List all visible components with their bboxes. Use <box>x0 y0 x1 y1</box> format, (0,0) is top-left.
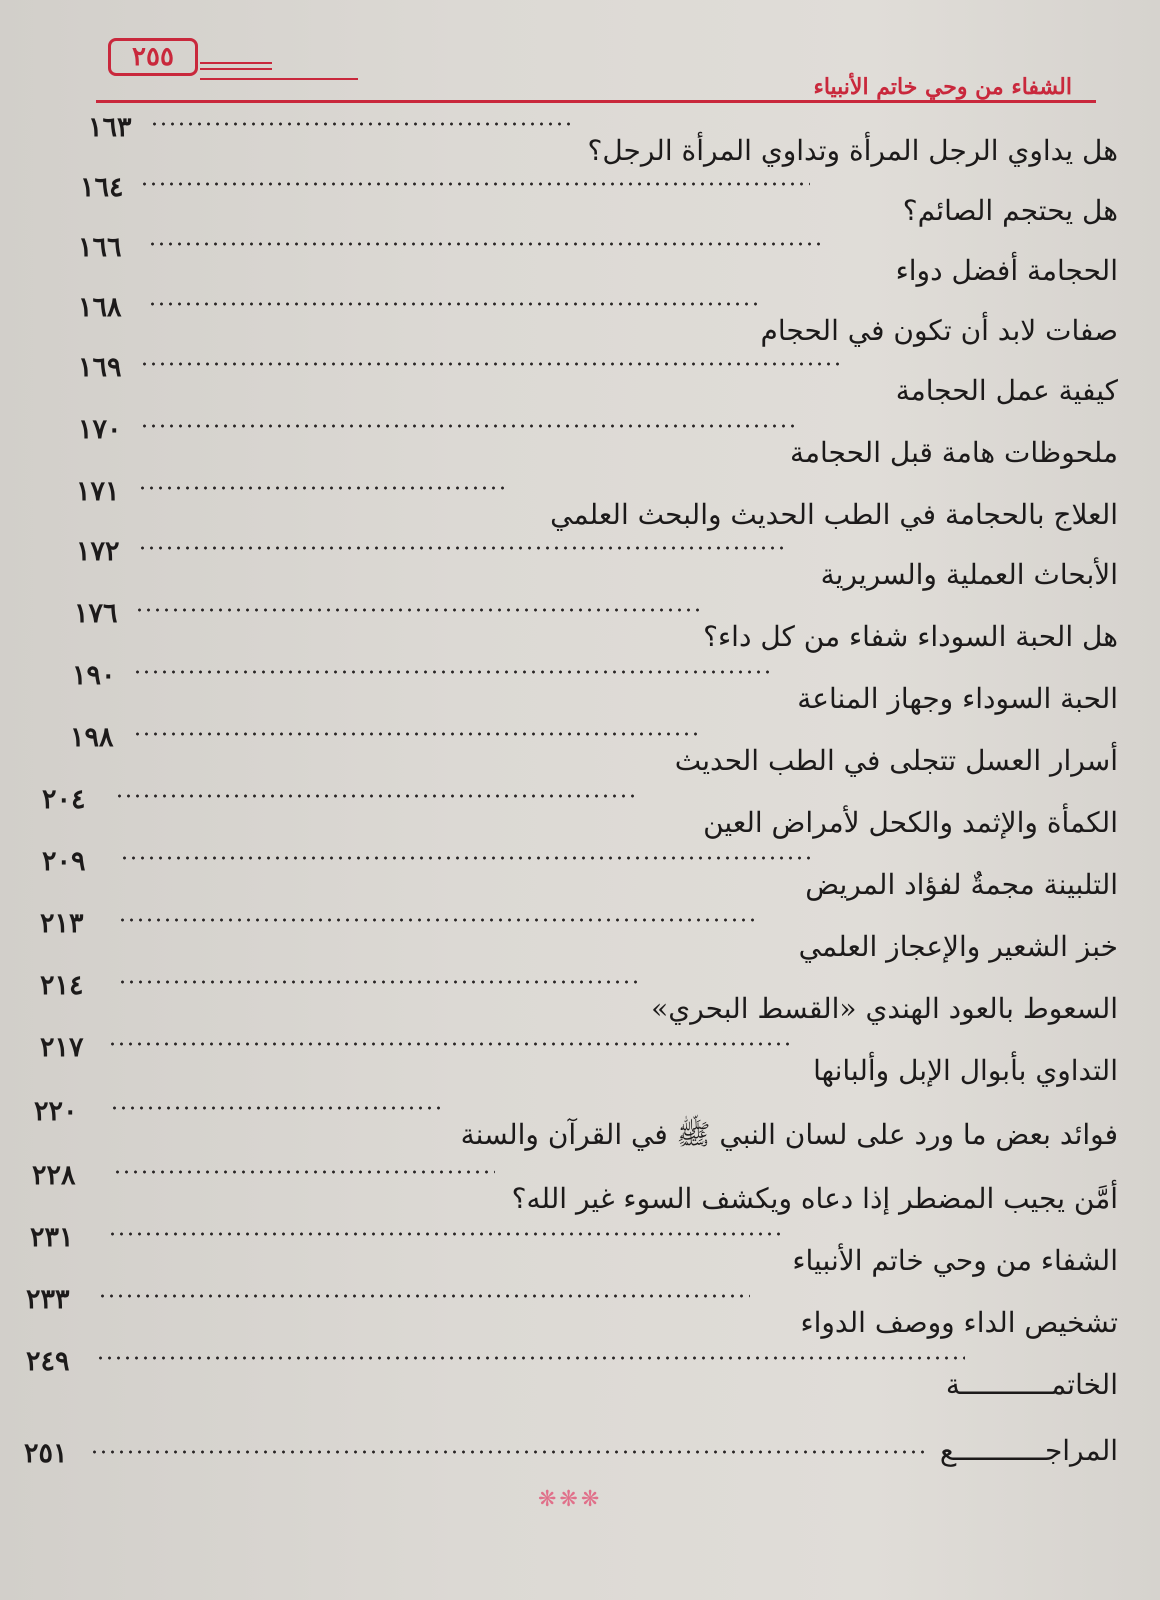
toc-dot-leader <box>90 1450 930 1454</box>
toc-entry <box>0 1222 1160 1288</box>
toc-dot-leader <box>138 546 785 550</box>
toc-entry <box>0 352 1160 418</box>
toc-entry <box>0 1096 1160 1162</box>
toc-title: تشخيص الداء ووصف الدواء <box>800 1306 1118 1339</box>
toc-dot-leader <box>96 1356 965 1360</box>
toc-page-number: ١٦٦ <box>78 232 122 263</box>
toc-title: السعوط بالعود الهندي «القسط البحري» <box>651 992 1118 1025</box>
toc-entry <box>0 598 1160 664</box>
toc-page-number: ٢١٧ <box>40 1032 84 1063</box>
toc-dot-leader <box>150 122 575 126</box>
toc-entry <box>0 292 1160 358</box>
toc-page-number: ١٧٦ <box>74 598 118 629</box>
running-title: الشفاء من وحي خاتم الأنبياء <box>813 74 1072 100</box>
toc-title: الحجامة أفضل دواء <box>895 254 1118 287</box>
toc-entry <box>0 1284 1160 1350</box>
toc-page-number: ٢٣١ <box>30 1222 74 1253</box>
toc-dot-leader <box>113 1170 495 1174</box>
toc-entry <box>0 970 1160 1036</box>
toc-dot-leader <box>108 1042 795 1046</box>
toc-title: أمَّن يجيب المضطر إذا دعاه ويكشف السوء غير الله؟ <box>511 1182 1118 1215</box>
toc-title: فوائد بعض ما ورد على لسان النبي ﷺ في القرآن والسنة <box>460 1118 1118 1151</box>
toc-entry <box>0 722 1160 788</box>
toc-dot-leader <box>118 980 640 984</box>
toc-page-number: ١٦٨ <box>78 292 122 323</box>
toc-page-number: ٢٠٤ <box>42 784 86 815</box>
toc-title: أسرار العسل تتجلى في الطب الحديث <box>674 744 1118 777</box>
toc-dot-leader <box>148 302 760 306</box>
toc-dot-leader <box>108 1232 780 1236</box>
toc-entry <box>0 536 1160 602</box>
toc-page-number: ١٩٨ <box>70 722 114 753</box>
toc-title: صفات لابد أن تكون في الحجام <box>760 314 1118 347</box>
toc-page-number: ١٧٠ <box>78 414 122 445</box>
ornament-stars: ❋❋❋ <box>538 1487 603 1512</box>
toc-title: ملحوظات هامة قبل الحجامة <box>789 436 1118 469</box>
toc-title: الأبحاث العملية والسريرية <box>820 558 1118 591</box>
toc-page-number: ٢٤٩ <box>26 1346 70 1377</box>
toc-page-number: ٢١٣ <box>40 908 84 939</box>
toc-entry <box>0 1346 1160 1412</box>
toc-page-number: ١٧١ <box>76 476 120 507</box>
toc-title: العلاج بالحجامة في الطب الحديث والبحث العلمي <box>550 498 1118 531</box>
toc-title: الخاتمـــــــــــة <box>945 1368 1118 1401</box>
toc-dot-leader <box>140 182 810 186</box>
toc-entry <box>0 232 1160 298</box>
toc-title: المراجـــــــــــع <box>939 1434 1118 1467</box>
toc-dot-leader <box>115 794 640 798</box>
toc-title: الشفاء من وحي خاتم الأنبياء <box>792 1244 1118 1277</box>
toc-dot-leader <box>118 918 760 922</box>
toc-page-number: ١٦٤ <box>80 172 124 203</box>
toc-dot-leader <box>148 242 825 246</box>
toc-entry <box>0 414 1160 480</box>
toc-entry <box>0 784 1160 850</box>
toc-page-number: ١٩٠ <box>72 660 116 691</box>
toc-entry <box>0 1160 1160 1226</box>
toc-dot-leader <box>138 486 505 490</box>
toc-entry <box>0 1032 1160 1098</box>
toc-page-number: ٢٣٣ <box>26 1284 70 1315</box>
toc-title: كيفية عمل الحجامة <box>895 374 1118 407</box>
toc-page-number: ٢٢٨ <box>32 1160 76 1191</box>
toc-entry <box>0 1412 1160 1478</box>
toc-title: هل يداوي الرجل المرأة وتداوي المرأة الرجل؟ <box>587 134 1118 167</box>
toc-dot-leader <box>135 608 700 612</box>
toc-dot-leader <box>133 670 770 674</box>
toc-title: التداوي بأبوال الإبل وألبانها <box>813 1054 1118 1087</box>
toc-entry <box>0 112 1160 178</box>
toc-page-number: ٢١٤ <box>40 970 84 1001</box>
toc-entry <box>0 476 1160 542</box>
toc-dot-leader <box>140 362 840 366</box>
toc-title: هل يحتجم الصائم؟ <box>902 194 1118 227</box>
toc-title: خبز الشعير والإعجاز العلمي <box>798 930 1118 963</box>
toc-entry <box>0 172 1160 238</box>
toc-entry <box>0 846 1160 912</box>
toc-page-number: ٢٥١ <box>24 1438 68 1469</box>
toc-dot-leader <box>98 1294 750 1298</box>
toc-page-number: ٢٠٩ <box>42 846 86 877</box>
toc-page-number: ١٦٣ <box>88 112 132 143</box>
toc-title: الحبة السوداء وجهاز المناعة <box>797 682 1118 715</box>
toc-dot-leader <box>140 424 795 428</box>
toc-title: هل الحبة السوداء شفاء من كل داء؟ <box>703 620 1118 653</box>
toc-title: التلبينة مجمةٌ لفؤاد المريض <box>805 868 1118 901</box>
toc-dot-leader <box>120 856 815 860</box>
toc-page-number: ١٦٩ <box>78 352 122 383</box>
page-number: ٢٥٥ <box>132 42 174 72</box>
toc-title: الكمأة والإثمد والكحل لأمراض العين <box>703 806 1118 839</box>
toc-page-number: ١٧٢ <box>76 536 120 567</box>
toc-page-number: ٢٢٠ <box>34 1096 78 1127</box>
toc-entry <box>0 908 1160 974</box>
toc-dot-leader <box>133 732 700 736</box>
toc-dot-leader <box>110 1106 440 1110</box>
toc-entry <box>0 660 1160 726</box>
